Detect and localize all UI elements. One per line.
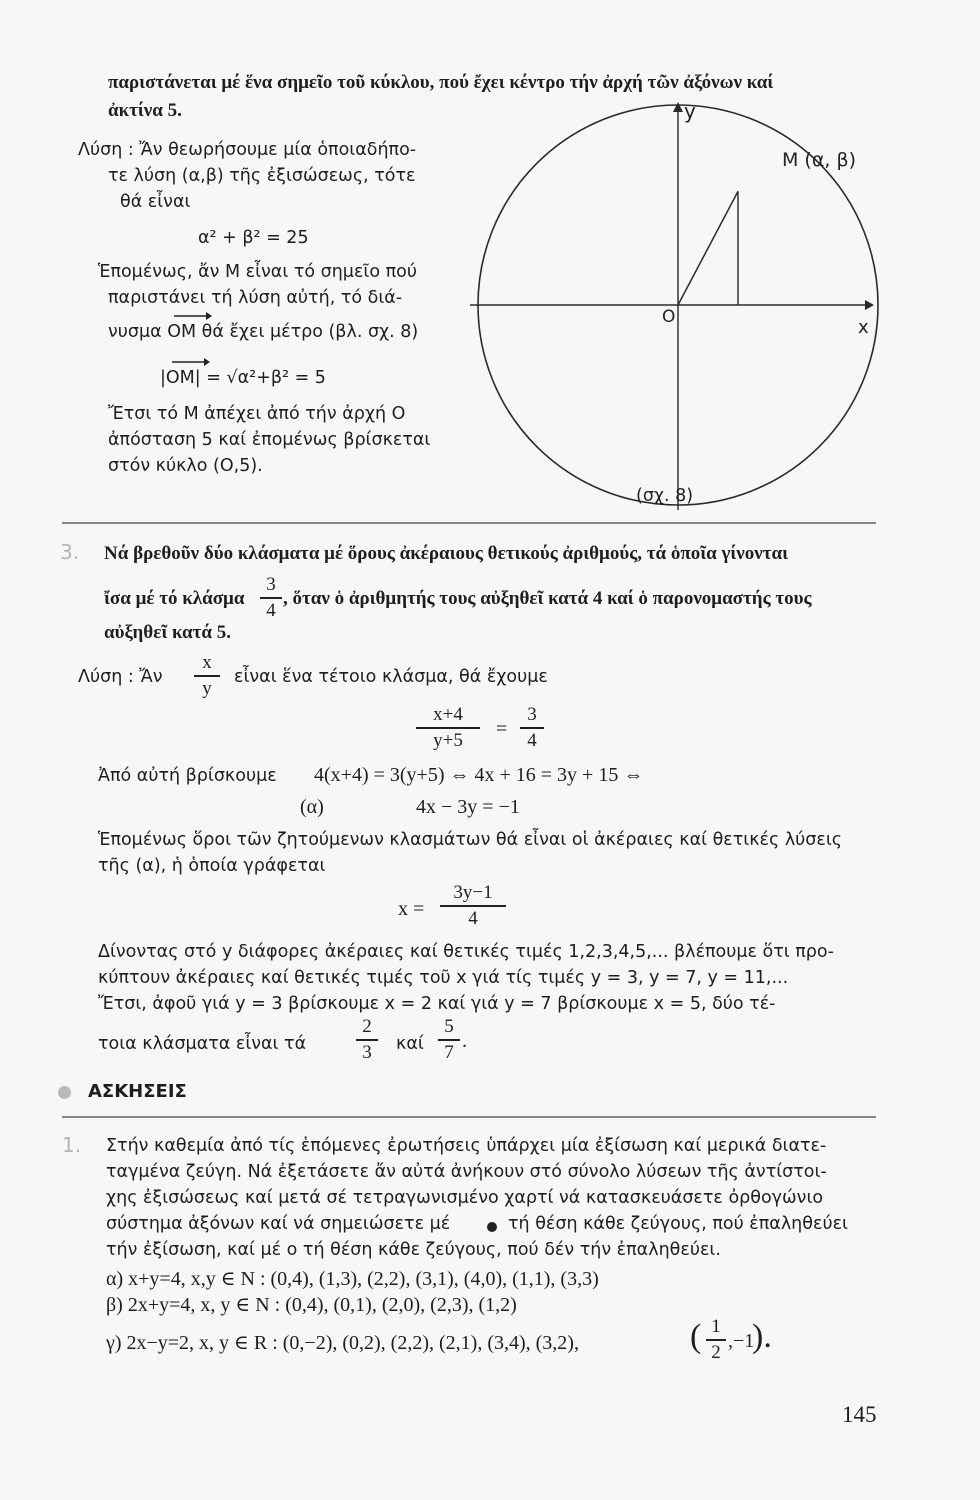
paren-right: ). [752, 1318, 772, 1355]
solution3-line: τῆς (α), ἡ ὁποία γράφεται [98, 856, 326, 876]
y-axis-arrow [673, 102, 683, 112]
fraction-numerator: 3 [527, 704, 537, 725]
solution3-line: τοια κλάσματα εἶναι τά [98, 1034, 307, 1054]
solution1-line: ἀπόσταση 5 καί ἐπομένως βρίσκεται [108, 430, 431, 450]
intro-line-2: ἀκτίνα 5. [108, 100, 182, 121]
solution1-line: θά εἶναι [120, 192, 191, 212]
equals-sign: = [496, 718, 508, 740]
and-word: καί [396, 1034, 424, 1054]
solution3-line: κύπτουν ἀκέραιες καί θετικές τιμές τοῦ x γιά τίς τιμές y = 3, y = 7, y = 11,... [98, 968, 789, 988]
fraction-denominator: y+5 [433, 729, 463, 751]
equation-label: (α) [300, 796, 324, 818]
fraction-denominator: 2 [711, 1341, 721, 1363]
problem3-line-1: Νά βρεθοῦν δύο κλάσματα μέ ὅρους ἀκέραιους θετικούς ἀριθμούς, τά ὁποῖα γίνονται [104, 543, 788, 564]
equation-x-left: x = [398, 898, 425, 920]
fraction-numerator: 3y−1 [453, 882, 493, 903]
equation-a: 4x − 3y = −1 [416, 796, 520, 818]
solution3-intro-b: εἶναι ἕνα τέτοιο κλάσμα, θά ἔχουμε [234, 667, 548, 687]
origin-label: O [662, 307, 676, 327]
fraction-x4-y5 [416, 704, 480, 752]
x-axis-label: x [858, 317, 869, 338]
solution1-line: νυσμα ΟΜ θά ἔχει μέτρο (βλ. σχ. 8) [108, 322, 419, 342]
exercises-heading: ΑΣΚΗΣΕΙΣ [88, 1081, 187, 1102]
fraction-2-3 [356, 1016, 378, 1064]
problem-number: 3. [60, 540, 80, 564]
solution3-equation: 4(x+4) = 3(y+5) ⇔ 4x + 16 = 3y + 15 ⇔ [314, 764, 644, 786]
fraction-denominator: y [202, 677, 212, 699]
fraction-numerator: 2 [362, 1016, 372, 1037]
fraction-3-4 [260, 574, 282, 622]
solution1-line: Λύση : Ἄν θεωρήσουμε μία ὁποιαδήπο- [78, 140, 417, 160]
fraction-1-2 [706, 1316, 726, 1364]
exercise-item-c: γ) 2x−y=2, x, y ∈ R : (0,−2), (0,2), (2,2), (2,1), (3,4), (3,2), [106, 1332, 579, 1354]
paren-left: ( [690, 1318, 702, 1355]
exercise-item-b: β) 2x+y=4, x, y ∈ N : (0,4), (0,1), (2,0), (2,3), (1,2) [106, 1294, 517, 1316]
x-axis-arrow [865, 300, 874, 310]
solution3-line: Δίνοντας στό y διάφορες ἀκέραιες καί θετικές τιμές 1,2,3,4,5,... βλέπουμε ὅτι προ- [98, 942, 834, 962]
circle-figure [470, 100, 890, 520]
problem3-line-2a: ἴσα μέ τό κλάσμα [104, 588, 245, 609]
solution1-line: τε λύση (α,β) τῆς ἐξισώσεως, τότε [108, 166, 416, 186]
fraction-numerator: 5 [444, 1016, 454, 1037]
fraction-x-y [194, 652, 220, 700]
solution3-intro: Λύση : Ἄν [78, 667, 163, 687]
fraction-denominator: 3 [362, 1041, 372, 1063]
figure-caption: (σχ. 8) [636, 486, 694, 506]
point-m-label: M (α, β) [782, 149, 856, 171]
exercise-item-c-end: ,−1 [728, 1330, 755, 1352]
fraction-denominator: 4 [468, 907, 478, 929]
period: . [462, 1030, 467, 1052]
exercise-line: χης ἐξισώσεως καί μετά σέ τετραγωνισμένο χαρτί νά κατασκευάσετε ὀρθογώνιο [106, 1188, 824, 1208]
solution1-line: στόν κύκλο (Ο,5). [108, 456, 263, 476]
solution3-line: Ἀπό αὐτή βρίσκουμε [98, 766, 277, 786]
divider [62, 1116, 876, 1118]
fraction-5-7 [438, 1016, 460, 1064]
y-axis-label: y [684, 100, 696, 123]
exercise-line: σύστημα ἀξόνων καί νά σημειώσετε μέ [106, 1214, 451, 1234]
fraction-3-4-rhs [520, 704, 544, 752]
intro-line-1: παριστάνεται μέ ἕνα σημεῖο τοῦ κύκλου, πού ἔχει κέντρο τήν ἀρχή τῶν ἀξόνων καί [108, 72, 774, 93]
fraction-numerator: 3 [266, 574, 276, 595]
solution3-line: Ἔτσι, ἀφοῦ γιά y = 3 βρίσκουμε x = 2 καί γιά y = 7 βρίσκουμε x = 5, δύο τέ- [98, 994, 776, 1014]
exercise-number: 1. [62, 1133, 82, 1157]
fraction-denominator: 7 [444, 1041, 454, 1063]
filled-dot-icon [487, 1222, 497, 1232]
fraction-numerator: x+4 [433, 704, 463, 725]
page-number: 145 [842, 1402, 877, 1427]
exercise-line: ταγμένα ζεύγη. Νά ἐξετάσετε ἄν αὐτά ἀνήκουν στό σύνολο λύσεων τῆς ἀντίστοι- [106, 1162, 827, 1182]
exercise-line: τή θέση κάθε ζεύγους, πού ἐπαληθεύει [508, 1214, 848, 1234]
solution1-magnitude: |ΟΜ| = √α²+β² = 5 [160, 368, 326, 388]
vector-arrow-icon [172, 306, 212, 322]
fraction-denominator: 4 [266, 599, 276, 621]
problem3-line-2b: , ὅταν ὁ ἀριθμητής τους αὐξηθεῖ κατά 4 καί ὁ παρονομαστής τους [283, 588, 812, 609]
solution1-line: Ἑπομένως, ἄν Μ εἶναι τό σημεῖο πού [98, 262, 417, 282]
fraction-numerator: x [202, 652, 212, 673]
solution1-equation: α² + β² = 25 [198, 228, 309, 248]
solution1-line: Ἔτσι τό Μ ἀπέχει ἀπό τήν ἀρχή Ο [108, 404, 406, 424]
om-segment [678, 191, 738, 305]
problem3-line-3: αὐξηθεῖ κατά 5. [104, 622, 231, 643]
exercise-line: Στήν καθεμία ἀπό τίς ἑπόμενες ἐρωτήσεις ὑπάρχει μία ἐξίσωση καί μερικά διατε- [106, 1136, 827, 1156]
solution3-line: Ἑπομένως ὅροι τῶν ζητούμενων κλασμάτων θά εἶναι οἱ ἀκέραιες καί θετικές λύσεις [98, 830, 843, 850]
fraction-3y1-4 [440, 882, 506, 930]
vector-arrow-icon [170, 352, 210, 368]
exercise-line: τήν ἐξίσωση, καί μέ ο τή θέση κάθε ζεύγους, πού δέν τήν ἐπαληθεύει. [106, 1240, 721, 1260]
fraction-numerator: 1 [711, 1316, 721, 1337]
solution1-line: παριστάνει τή λύση αὐτή, τό διά- [108, 288, 403, 308]
bullet-icon [58, 1086, 71, 1099]
exercise-item-a: α) x+y=4, x,y ∈ N : (0,4), (1,3), (2,2), (3,1), (4,0), (1,1), (3,3) [106, 1268, 599, 1290]
fraction-denominator: 4 [527, 729, 537, 751]
divider [62, 522, 876, 524]
